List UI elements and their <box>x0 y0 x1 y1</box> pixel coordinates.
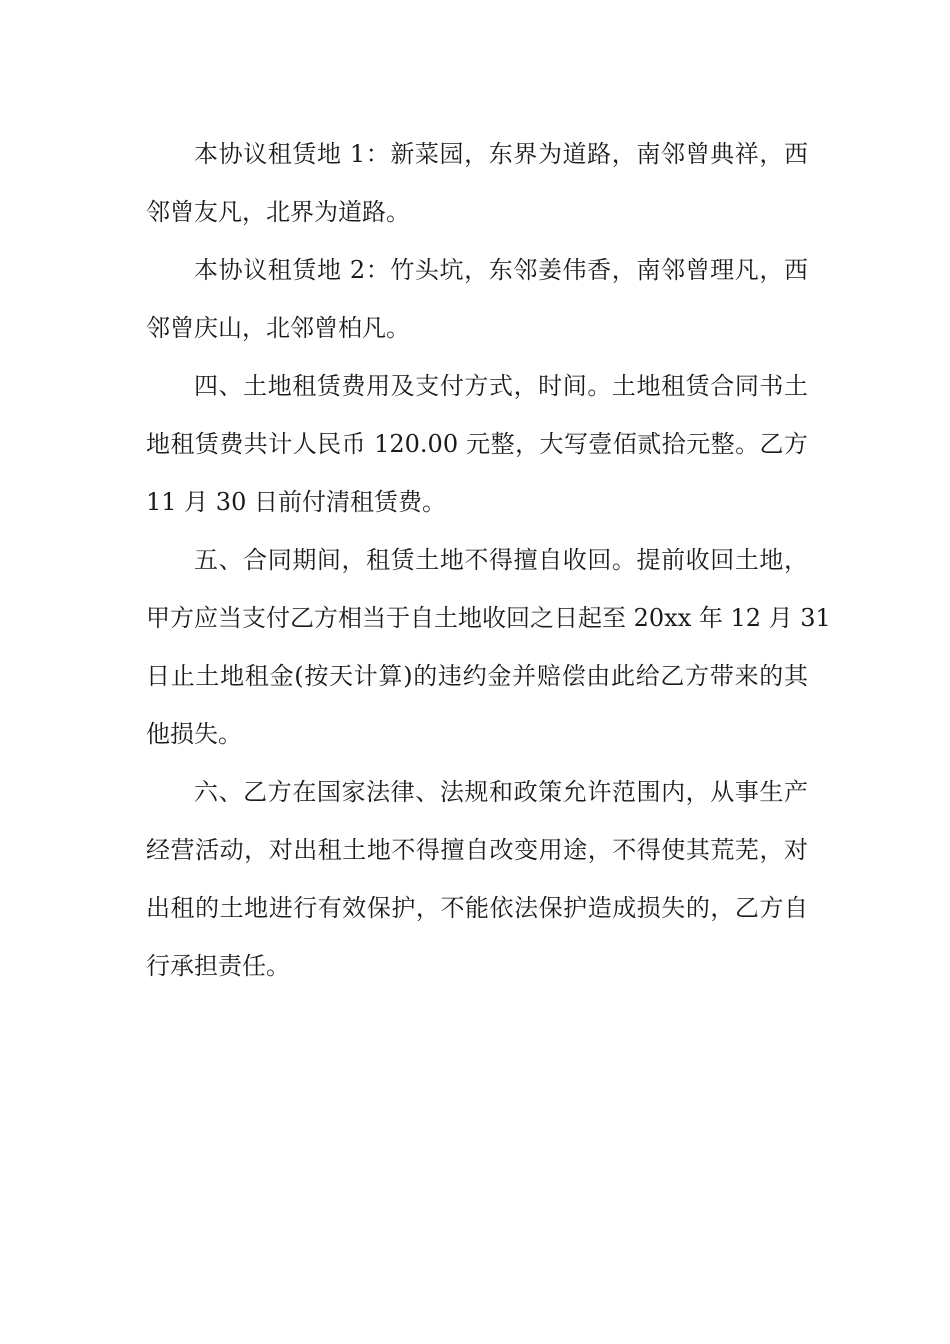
paragraph-line: 邻曾友凡，北界为道路。 <box>146 198 410 226</box>
paragraph-line: 地租赁费共计人民币 120.00 元整，大写壹佰贰拾元整。乙方 <box>146 430 808 458</box>
paragraph-lease-land-2 <box>146 241 808 357</box>
paragraph-line: 他损失。 <box>146 720 242 748</box>
paragraph-line: 甲方应当支付乙方相当于自土地收回之日起至 20xx 年 12 月 31 <box>146 604 831 632</box>
paragraph-line: 本协议租赁地 2：竹头坑，东邻姜伟香，南邻曾理凡，西 <box>194 256 808 284</box>
paragraph-line: 五、合同期间，租赁土地不得擅自收回。提前收回土地， <box>194 546 808 574</box>
paragraph-line: 六、乙方在国家法律、法规和政策允许范围内，从事生产 <box>194 778 808 806</box>
paragraph-line: 行承担责任。 <box>146 952 290 980</box>
paragraph-line: 日止土地租金(按天计算)的违约金并赔偿由此给乙方带来的其 <box>146 662 808 690</box>
paragraph-line: 本协议租赁地 1：新菜园，东界为道路，南邻曾典祥，西 <box>194 140 808 168</box>
paragraph-clause-4 <box>146 357 808 531</box>
paragraph-line: 经营活动，对出租土地不得擅自改变用途，不得使其荒芜，对 <box>146 836 808 864</box>
paragraph-clause-6 <box>146 763 808 995</box>
paragraph-clause-5 <box>146 531 831 763</box>
document-body <box>146 125 831 995</box>
paragraph-line: 四、土地租赁费用及支付方式，时间。土地租赁合同书土 <box>194 372 808 400</box>
paragraph-lease-land-1 <box>146 125 808 241</box>
paragraph-line: 11 月 30 日前付清租赁费。 <box>146 488 446 516</box>
paragraph-line: 邻曾庆山，北邻曾柏凡。 <box>146 314 410 342</box>
paragraph-line: 出租的土地进行有效保护，不能依法保护造成损失的，乙方自 <box>146 894 808 922</box>
